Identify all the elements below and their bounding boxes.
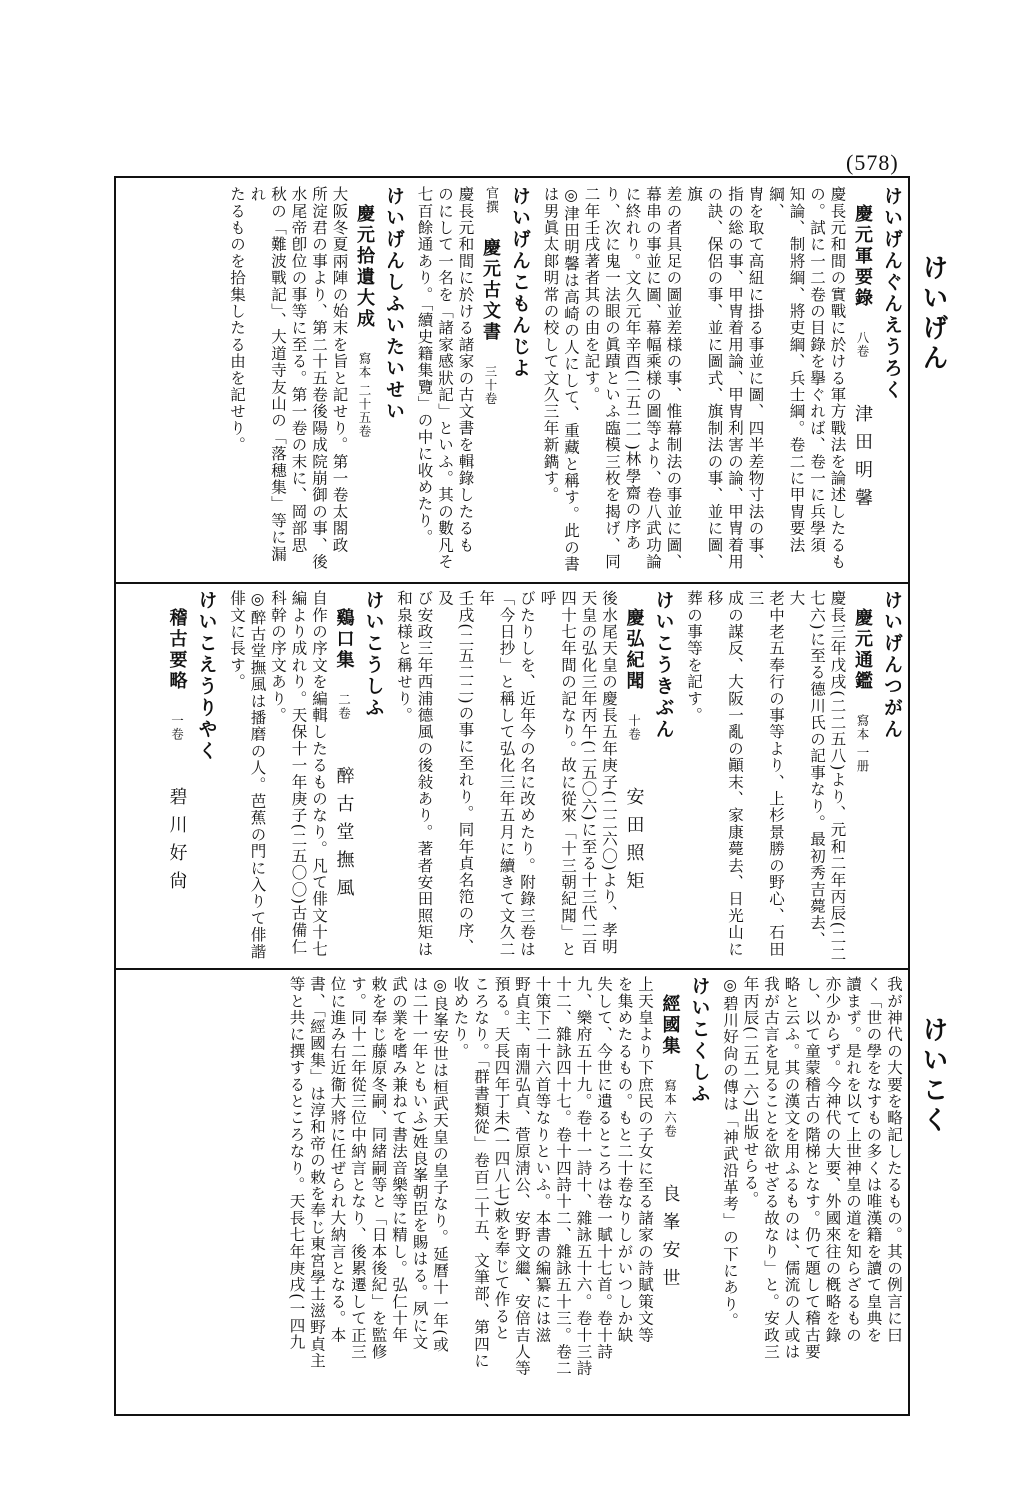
entry-title: 慶弘紀聞 <box>623 608 645 692</box>
entry-title-line <box>480 186 501 578</box>
entry-text: 亦少からず。今神代の大要、外國來往の槪略を錄 <box>823 976 842 1344</box>
entry-text: び安政三年西浦德風の後敍あり。著者安田照矩は <box>415 590 434 958</box>
entry-text: 武の業を嗜み兼ねて書法音樂等に精し。弘仁十年 <box>390 976 408 1344</box>
entry-text: 敕を奉じ藤原冬嗣、同緒嗣等と「日本後紀」を監修 <box>369 976 388 1361</box>
entry-text: 七六)に至る德川氏の記事なり。最初秀吉薨去、大 <box>787 590 826 948</box>
entry-text: 和泉様と稱せり。 <box>395 590 413 724</box>
entry-keiko-youryaku-text <box>720 976 905 1410</box>
entry-title: 慶元通鑑 <box>852 608 873 692</box>
entry-text: びたりしを、近年今の名に改めたり。附錄三卷は <box>518 590 536 958</box>
entry-text: 葬の事等を記す。 <box>685 590 703 724</box>
entry-text: の訣、保侶の事、並に圖式、旗制法の事、並に圖、旗 <box>685 186 724 571</box>
entry-reading: けいこうきぶん <box>652 590 675 741</box>
entry-keigen-gunyoroku <box>540 186 902 578</box>
entry-reading: けいげんこもんじよ <box>509 186 531 380</box>
entry-reading: けいげんしふいたいせい <box>383 186 405 423</box>
entry-text: 秋の「難波戰記」、大道寺友山の「落穗集」等に漏れ <box>248 186 287 563</box>
page-number: (578) <box>846 150 899 175</box>
entry-text: 我が古言を見ることを欲せざる故なり」と。安政三 <box>762 976 780 1361</box>
entry-title-line <box>166 590 187 964</box>
entry-reading: けいげんぐんえうろく <box>881 186 903 401</box>
entry-author: 碧川好尙 <box>166 787 188 900</box>
entry-text: 四十七年間の記なり。故に從來「十三朝紀聞」と呼 <box>538 590 577 958</box>
entry-text: 略と云ふ。其の漢文を用ふるものは、儒流の人或は <box>782 976 801 1361</box>
entry-reading: けいこうしふ <box>362 590 385 719</box>
entry-text: す。同十二年從三位中納言となり、後累遷して正三 <box>349 976 367 1361</box>
entry-text: 二年壬戌著者其の由を記す。 <box>582 186 601 404</box>
entry-text: 所淀君の事より、第二十五卷後陽成院崩御の事、後 <box>310 186 328 571</box>
entry-title: 稽古要略 <box>166 608 188 692</box>
entry-text: ◎醉古堂撫風は播磨の人。芭蕉の門に入りて俳諧 <box>248 590 267 960</box>
entry-keigen-komonjo <box>414 186 530 578</box>
entry-text: 年丙辰(二五一六)出版せらる。 <box>741 976 760 1208</box>
entry-volumes: 三十卷 <box>483 365 498 406</box>
entry-text: 等と共に撰するところなり。天長七年庚戌(一四九 <box>287 976 306 1351</box>
entry-text: 水尾帝卽位の事等に至る。第一卷の末に、岡部思 <box>289 186 308 554</box>
entry-text: 我が神代の大要を略記したるもの。其の例言に曰 <box>885 976 903 1344</box>
entry-text: ◎碧川好尙の傳は「神武沿革考」の下にあり。 <box>721 976 739 1330</box>
entry-text: 上天皇より下庶民の子女に至る諸家の詩賦策文等 <box>636 976 654 1344</box>
entry-title: 慶元軍要錄 <box>852 204 873 309</box>
entry-text: 成の謀反、大阪一亂の顚末、家康薨去、日光山に移 <box>705 590 744 958</box>
entry-text: ◎良峯安世は桓武天皇の皇子なり。延曆十一年(或 <box>431 976 449 1354</box>
entry-keikoku-shuu <box>286 976 710 1410</box>
entry-reading: けいげんつがん <box>881 590 903 741</box>
entry-text: ◎津田明馨は高崎の人にして、重藏と稱す。此の書 <box>562 186 580 573</box>
entry-reading: けいこえうりやく <box>195 590 218 762</box>
entry-text: 十二、雜詠四十七。卷十四詩十二、雜詠五十三。卷二 <box>554 976 572 1377</box>
entry-keikou-kibun <box>394 590 674 964</box>
entry-title: 鷄口集 <box>333 608 355 671</box>
entry-text: 老中老五奉行の事等より、上杉景勝の野心、石田三 <box>746 590 785 958</box>
entry-volumes: 八卷 <box>855 331 870 359</box>
section-divider <box>114 582 910 584</box>
entry-text: し、以て童蒙稽古の階梯となす。仍て題して稽古要 <box>803 976 821 1361</box>
entry-text: は男眞太郞明常の校して文久三年新鐫す。 <box>541 186 560 504</box>
running-head-bottom: けいこく <box>918 1016 948 1136</box>
entry-volumes: 寫本 六卷 <box>662 1079 678 1139</box>
entry-text: 「今日抄」と稱して弘化三年五月に續きて文久二年 <box>477 590 516 958</box>
entry-text: 幕串の事並に圖、幕幅乘様の圖等より、卷八武功論 <box>644 186 662 571</box>
entry-text: 七百餘通あり。「續史籍集覽」の中に收めたり。 <box>415 186 434 546</box>
entry-keigen-tsugan <box>684 590 903 964</box>
entry-text: 九、樂府五十九。卷十一詩十、雜詠五十六。卷十三詩 <box>574 976 593 1377</box>
entry-title-line <box>354 186 375 578</box>
entry-title-line <box>333 590 354 964</box>
entry-text: 自作の序文を編輯したるものなり。凡て俳文十七 <box>310 590 328 958</box>
entry-text: 位に進み右近衞大將に任ぜられ大納言となる。本 <box>328 976 347 1344</box>
entry-text: 讀まず。是れを以て上世神皇の道を知らざるもの <box>844 976 862 1344</box>
entry-text: 俳文に長す。 <box>228 590 246 691</box>
entry-text: 天皇の弘化三年丙午(二五〇六)に至る十三代二百 <box>579 590 598 956</box>
entry-text: 野貞主、南淵弘貞、菅原淸公、安野文繼、安倍吉人等 <box>513 976 531 1377</box>
entry-text: 差の者具足の圖並差様の事、惟幕制法の事並に圖、 <box>664 186 683 571</box>
entry-title-line <box>852 590 873 964</box>
entry-text: のにして一名を「諸家感狀記」といふ。其の數凡そ <box>436 186 454 571</box>
entry-title-line <box>852 186 873 578</box>
entry-text: 大阪冬夏兩陣の始末を旨と記せり。第一卷太閤政 <box>330 186 349 554</box>
entry-title-prefix: 官撰 <box>483 186 498 214</box>
section-middle <box>120 590 904 964</box>
entry-text: 冑を取て高紐に掛る事並に圖、四半差物寸法の事、 <box>746 186 765 571</box>
entry-keikou-shuu <box>227 590 384 964</box>
entry-volumes: 寫本 一册 <box>855 714 870 774</box>
entry-text: は二十一年ともいふ)姓良峯朝臣を賜はる。夙に文 <box>410 976 429 1351</box>
entry-keigen-shuui-taisei <box>227 186 405 578</box>
entry-author: 醉古堂撫風 <box>333 766 355 907</box>
entry-text: を集めたるもの。もと二十卷なりしがいつしか缺 <box>615 976 634 1344</box>
entry-text: たるものを拾集したる由を記せり。 <box>228 186 246 454</box>
entry-keiko-youryaku <box>166 590 217 964</box>
entry-volumes: 一卷 <box>169 714 185 742</box>
entry-text: 後水尾天皇の慶長五年庚子(二二六〇)より、孝明 <box>600 590 618 956</box>
entry-title-line <box>623 590 644 964</box>
entry-text: く「世の學をなすもの多くは唯漢籍を讀て皇典を <box>864 976 883 1344</box>
entry-text: ころなり。「群書類從」卷百二十五、文筆部、第四に <box>472 976 490 1370</box>
entry-volumes: 十卷 <box>626 714 642 742</box>
section-bottom <box>120 976 904 1410</box>
entry-title: 慶元古文書 <box>480 238 501 344</box>
entry-author: 津田明馨 <box>852 404 873 517</box>
entry-text: 收めたり。 <box>451 976 470 1060</box>
running-head-top: けいげん <box>918 254 948 374</box>
entry-author: 安田照矩 <box>623 787 645 900</box>
entry-text: 壬戌(二五二二)の事に至れり。同年貞名笵の序、及 <box>436 590 475 956</box>
entry-volumes: 二卷 <box>336 693 352 721</box>
entry-author: 良峯安世 <box>659 1184 681 1297</box>
entry-text: 編より成れり。天保十一年庚子(二五〇〇)古備仁 <box>289 590 308 956</box>
entry-title: 慶元拾遺大成 <box>354 204 375 330</box>
entry-reading: けいこくしふ <box>688 976 711 1105</box>
entry-title: 經國集 <box>659 994 681 1057</box>
entry-text: 指の総の事、甲冑着用論、甲冑利害の論、甲冑着用 <box>726 186 744 571</box>
section-top <box>120 186 904 578</box>
section-divider <box>114 968 910 970</box>
entry-title-line <box>659 976 680 1410</box>
entry-text: 慶長三年戊戌(二二五八)より、元和二年丙辰(二二 <box>828 590 847 963</box>
entry-text: 慶長元和間に於ける諸家の古文書を輯錄したるも <box>456 186 475 554</box>
entry-text: 十策下二十六首等なりといふ。本書の編纂には滋 <box>533 976 552 1344</box>
entry-text: 失して、今世に遺るところは卷一賦十七首。卷十詩 <box>595 976 613 1361</box>
entry-volumes: 寫本 二十五卷 <box>357 352 372 439</box>
entry-text: り、次に鬼一法眼の眞蹟といふ臨模三枚を揭げ、同 <box>603 186 621 571</box>
entry-text: に終れり。文久元年辛酉(二五二一)林學齋の序あ <box>623 186 642 552</box>
entry-text: 慶長元和間の實戰に於ける軍方戰法を論述したるもの。試に一二卷の目錄を擧ぐれば、卷一に兵學須 <box>808 186 847 571</box>
entry-text: 預る。天長四年丁未(一四八七)敕を奉じて作ると <box>492 976 511 1342</box>
entry-text: 科幹の序文あり。 <box>269 590 287 724</box>
entry-text: 知論、制將綱、將吏綱、兵士綱。卷二に甲冑要法綱、 <box>767 186 806 554</box>
entry-text: 書、「經國集」は淳和帝の敕を奉じ東宮學士滋野貞主 <box>308 976 326 1370</box>
